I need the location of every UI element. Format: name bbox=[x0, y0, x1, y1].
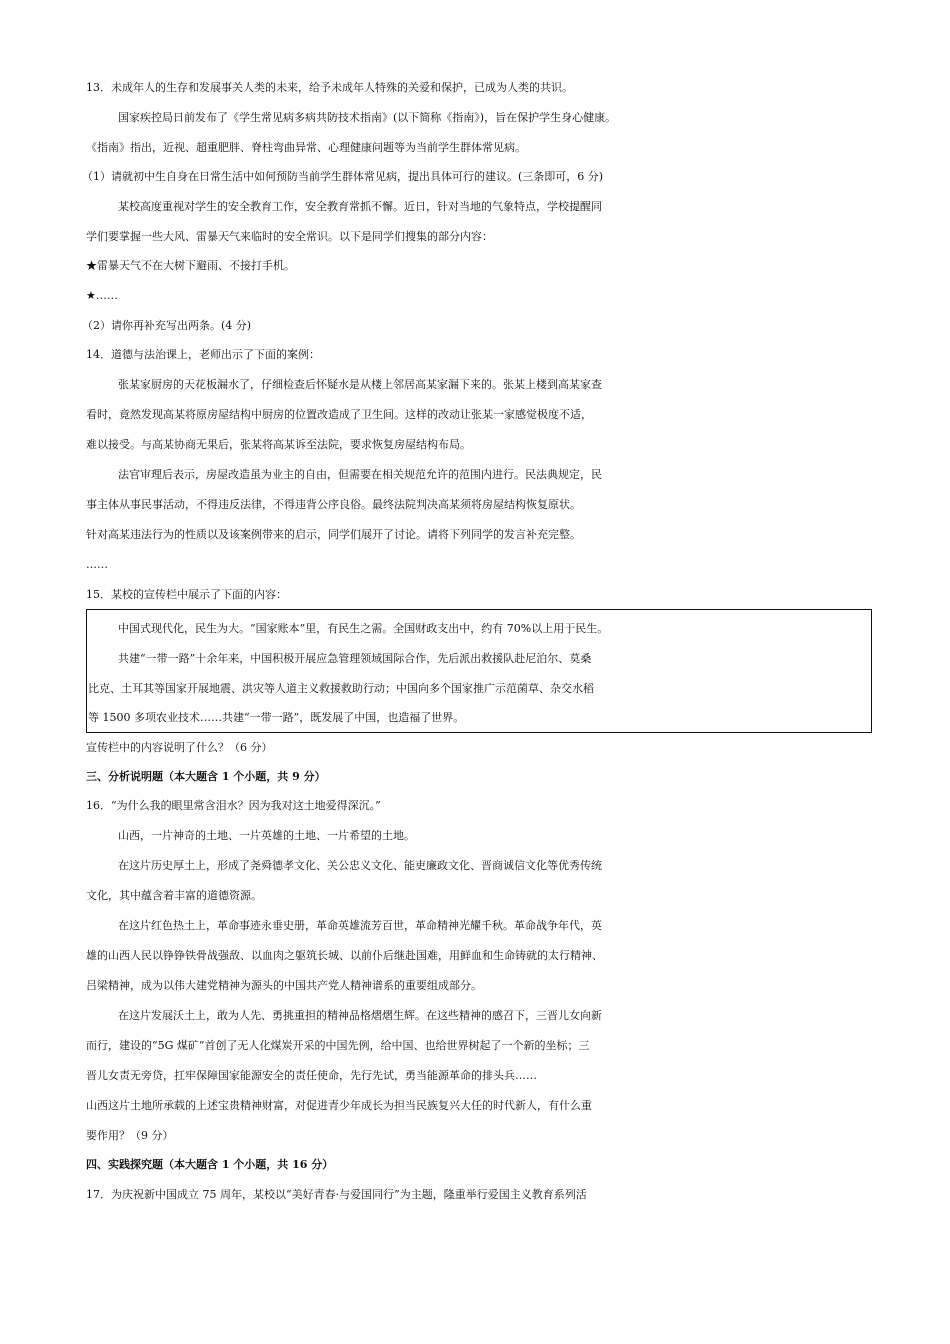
q14-ellipsis: …… bbox=[86, 558, 108, 571]
q16-paragraph: 在这片发展沃土上，敢为人先、勇挑重担的精神品格熠熠生辉。在这些精神的感召下，三晋儿女向新 bbox=[118, 1009, 602, 1022]
section-3-title: 三、分析说明题（本大题含 1 个小题，共 9 分） bbox=[86, 770, 326, 783]
q16-paragraph: 山西，一片神奇的土地、一片英雄的土地、一片希望的土地。 bbox=[118, 829, 415, 842]
q16-paragraph: 雄的山西人民以铮铮铁骨战强敌、以血肉之躯筑长城、以前仆后继赴国难，用鲜血和生命铸就的太行精神、 bbox=[86, 949, 603, 962]
q15-prompt: 宣传栏中的内容说明了什么？（6 分） bbox=[86, 741, 273, 754]
q13-subquestion-1: （1）请就初中生自身在日常生活中如何预防当前学生群体常见病，提出具体可行的建议。(三条即可，6 分) bbox=[82, 170, 604, 183]
q17-stem: 17．为庆祝新中国成立 75 周年，某校以“美好青春·与爱国同行”为主题，隆重举行爱国主义教育系列活 bbox=[86, 1188, 587, 1201]
q14-case: 难以接受。与高某协商无果后，张某将高某诉至法院，要求恢复房屋结构布局。 bbox=[86, 438, 471, 451]
q13-paragraph: 学们要掌握一些大风、雷暴天气来临时的安全常识。以下是同学们搜集的部分内容： bbox=[86, 230, 493, 243]
q16-prompt: 要作用？（9 分） bbox=[86, 1129, 174, 1142]
q13-stem: 13．未成年人的生存和发展事关人类的未来，给予未成年人特殊的关爱和保护，已成为人类的共识。 bbox=[86, 81, 573, 94]
bulletin-text: 比克、土耳其等国家开展地震、洪灾等人道主义救援救助行动；中国向多个国家推广示范菌草、杂交水稻 bbox=[88, 682, 594, 695]
q15-stem: 15．某校的宣传栏中展示了下面的内容： bbox=[86, 588, 287, 601]
bulletin-text: 中国式现代化，民生为大。“国家账本”里，有民生之需。全国财政支出中，约有 70%以上用于民生。 bbox=[118, 622, 609, 635]
q13-bullet: ★…… bbox=[86, 289, 118, 302]
q16-paragraph: 吕梁精神，成为以伟大建党精神为源头的中国共产党人精神谱系的重要组成部分。 bbox=[86, 979, 482, 992]
q13-paragraph: 某校高度重视对学生的安全教育工作，安全教育常抓不懈。近日，针对当地的气象特点，学校提醒同 bbox=[118, 200, 602, 213]
q16-paragraph: 在这片红色热土上，革命事迹永垂史册，革命英雄流芳百世，革命精神光耀千秋。革命战争年代，英 bbox=[118, 919, 602, 932]
section-4-title: 四、实践探究题（本大题含 1 个小题，共 16 分） bbox=[86, 1158, 334, 1171]
q16-paragraph: 而行，建设的“5G 煤矿”首创了无人化煤炭开采的中国先例，给中国、也给世界树起了一个新的坐标；三 bbox=[86, 1039, 590, 1052]
q14-prompt: 针对高某违法行为的性质以及该案例带来的启示，同学们展开了讨论。请将下列同学的发言补充完整。 bbox=[86, 528, 581, 541]
bulletin-text: 等 1500 多项农业技术……共建“一带一路”，既发展了中国，也造福了世界。 bbox=[88, 711, 465, 724]
q14-case: 法官审理后表示，房屋改造虽为业主的自由，但需要在相关规范允许的范围内进行。民法典规定，民 bbox=[118, 468, 602, 481]
q16-prompt: 山西这片土地所承载的上述宝贵精神财富，对促进青少年成长为担当民族复兴大任的时代新人，有什么重 bbox=[86, 1099, 592, 1112]
q13-subquestion-2: （2）请你再补充写出两条。(4 分) bbox=[82, 319, 252, 332]
q13-paragraph: 国家疾控局日前发布了《学生常见病多病共防技术指南》(以下简称《指南》)，旨在保护学生身心健康。 bbox=[118, 111, 617, 124]
q13-paragraph: 《指南》指出，近视、超重肥胖、脊柱弯曲异常、心理健康问题等为当前学生群体常见病。 bbox=[86, 141, 526, 154]
q16-paragraph: 晋儿女责无旁贷，扛牢保障国家能源安全的责任使命，先行先试，勇当能源革命的排头兵…… bbox=[86, 1069, 537, 1082]
q13-bullet: ★雷暴天气不在大树下避雨、不接打手机。 bbox=[86, 259, 295, 272]
bulletin-text: 共建“一带一路”十余年来，中国积极开展应急管理领域国际合作，先后派出救援队赴尼泊尔、莫桑 bbox=[118, 652, 592, 665]
q14-case: 事主体从事民事活动，不得违反法律，不得违背公序良俗。最终法院判决高某须将房屋结构恢复原状。 bbox=[86, 498, 581, 511]
q14-case: 看时，竟然发现高某将原房屋结构中厨房的位置改造成了卫生间。这样的改动让张某一家感觉极度不适， bbox=[86, 408, 592, 421]
q16-stem: 16．“为什么我的眼里常含泪水？因为我对这土地爱得深沉。” bbox=[86, 799, 381, 812]
q14-case: 张某家厨房的天花板漏水了，仔细检查后怀疑水是从楼上邻居高某家漏下来的。张某上楼到高某家查 bbox=[118, 378, 602, 391]
q16-paragraph: 文化，其中蕴含着丰富的道德资源。 bbox=[86, 889, 262, 902]
q14-stem: 14．道德与法治课上，老师出示了下面的案例： bbox=[86, 348, 320, 361]
q16-paragraph: 在这片历史厚土上，形成了尧舜德孝文化、关公忠义文化、能吏廉政文化、晋商诚信文化等优秀传统 bbox=[118, 859, 602, 872]
